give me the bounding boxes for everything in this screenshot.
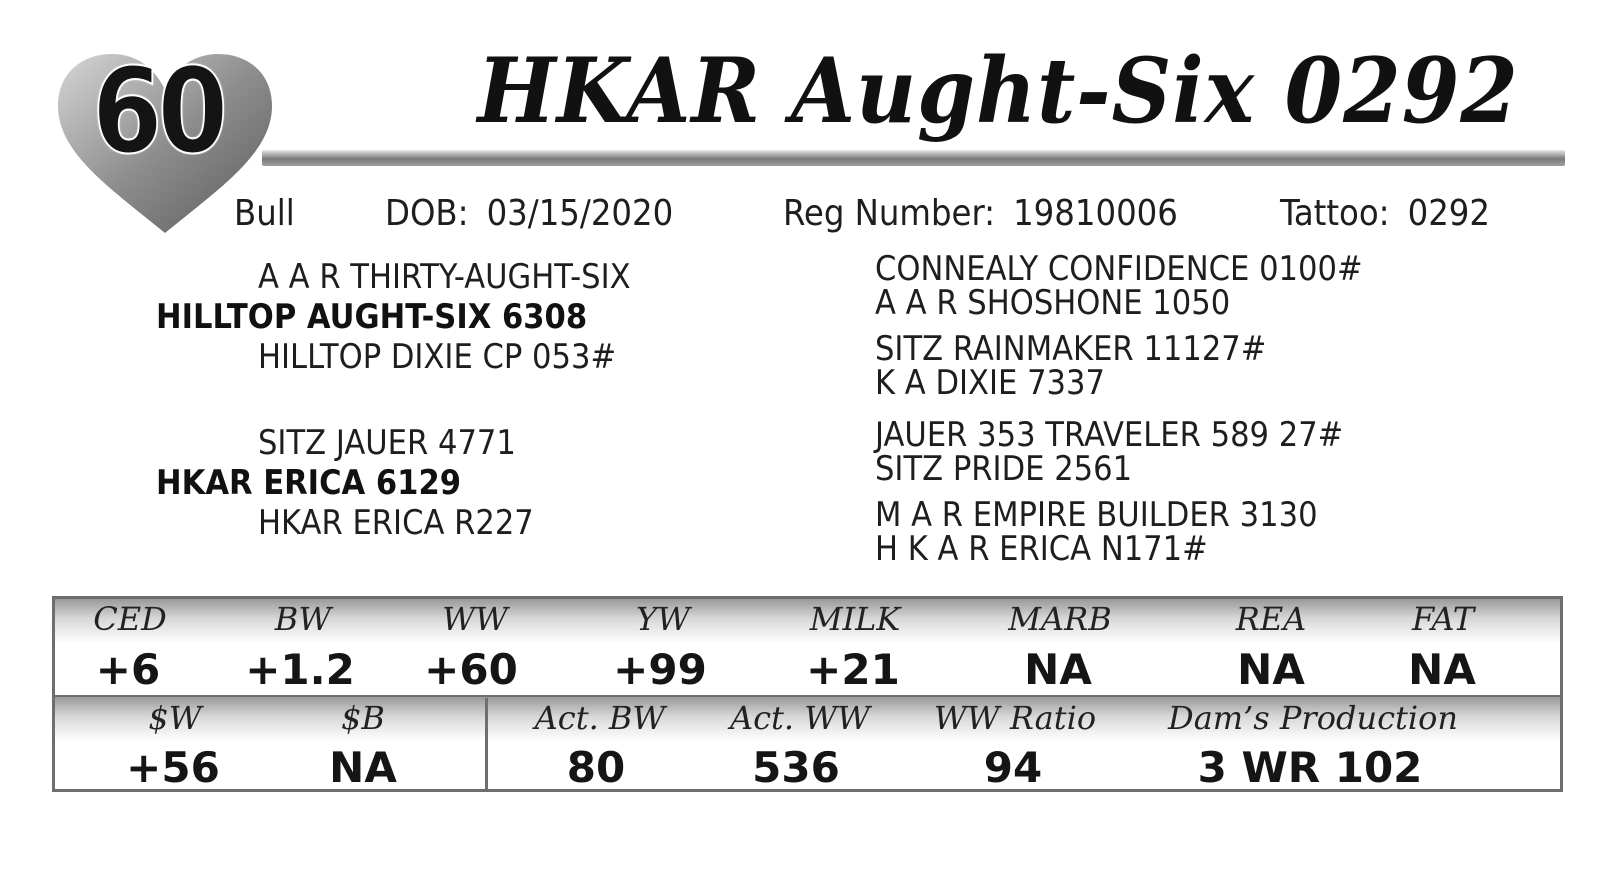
dam-sire-dam: SITZ PRIDE 2561 [875,449,1133,489]
sire-dam-sire: SITZ RAINMAKER 11127# [875,329,1267,369]
dams-production-label: Dam’s Production [1168,699,1458,737]
sire-dam: HILLTOP DIXIE CP 053# [258,337,617,377]
animal-name-title: HKAR Aught-Six 0292 [477,38,1519,144]
dam-dam: HKAR ERICA R227 [258,503,534,543]
sire: HILLTOP AUGHT-SIX 6308 [156,297,588,337]
dob-label: DOB: [385,193,469,234]
epd-table [52,596,1563,792]
epd-label-milk: MILK [809,600,901,638]
index-label-b: $B [341,699,385,737]
dob-value: 03/15/2020 [486,193,674,234]
epd-value-bw: +1.2 [245,645,355,694]
index-label-w: $W [148,699,202,737]
reg-number-value: 19810006 [1013,193,1178,234]
epd-value-milk: +21 [806,645,900,694]
column-divider [485,698,488,792]
lot-number: 60 [92,42,223,180]
dam-sire: SITZ JAUER 4771 [258,423,516,463]
dam-dam-dam: H K A R ERICA N171# [875,529,1208,569]
reg-number-label: Reg Number: [783,193,996,234]
title-underline [262,150,1565,166]
sex: Bull [234,193,295,234]
actual-label-ww: Act. WW [729,699,871,737]
actual-label-bw: Act. BW [534,699,666,737]
sire-sire-dam: A A R SHOSHONE 1050 [875,283,1231,323]
epd-label-marb: MARB [1008,600,1112,638]
dam: HKAR ERICA 6129 [156,463,462,503]
ww-ratio-label: WW Ratio [933,699,1097,737]
epd-label-ced: CED [93,600,167,638]
dam-sire-sire: JAUER 353 TRAVELER 589 27# [875,415,1344,455]
actual-value-bw: 80 [566,743,626,792]
epd-label-yw: YW [635,600,691,638]
dob-field [385,193,674,234]
sire-dam-dam: K A DIXIE 7337 [875,363,1105,403]
sire-sire-sire: CONNEALY CONFIDENCE 0100# [875,249,1363,289]
epd-label-rea: REA [1235,600,1307,638]
dams-production-value: 3 WR 102 [1197,743,1423,792]
tattoo-value: 0292 [1407,193,1490,234]
epd-value-rea: NA [1237,645,1305,694]
epd-label-ww: WW [442,600,508,638]
tattoo-field [1280,193,1490,234]
index-value-b: NA [329,743,397,792]
ww-ratio-value: 94 [983,743,1043,792]
index-value-w: +56 [126,743,220,792]
epd-value-ced: +6 [95,645,161,694]
epd-label-fat: FAT [1411,600,1475,638]
epd-value-yw: +99 [613,645,707,694]
epd-value-fat: NA [1408,645,1476,694]
actual-value-ww: 536 [752,743,840,792]
reg-number-field [783,193,1178,234]
tattoo-label: Tattoo: [1280,193,1390,234]
epd-value-marb: NA [1024,645,1092,694]
sire-sire: A A R THIRTY-AUGHT-SIX [258,257,631,297]
epd-label-bw: BW [274,600,332,638]
epd-value-ww: +60 [424,645,518,694]
dam-dam-sire: M A R EMPIRE BUILDER 3130 [875,495,1318,535]
